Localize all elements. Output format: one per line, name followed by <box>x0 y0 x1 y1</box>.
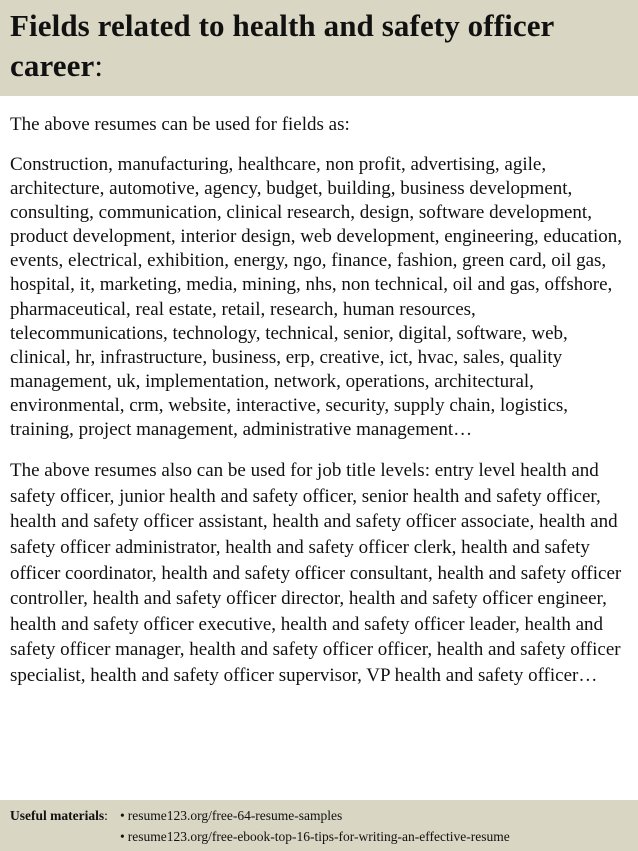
footer-row-1 <box>10 805 628 826</box>
material-link-1-text: resume123.org/free-64-resume-samples <box>127 808 343 823</box>
material-link-2-text: resume123.org/free-ebook-top-16-tips-for-writing-an-effective-resume <box>127 829 510 844</box>
intro-text: The above resumes can be used for fields as: <box>10 114 350 135</box>
page-title-text: Fields related to health and safety officer career <box>10 8 554 83</box>
job-levels-list: The above resumes also can be used for job title levels: entry level health and safety officer, junior health and safety officer, senior health and safety officer, health and safety officer assistant, health and safety officer associate, health and safety officer administrator, health and safety officer clerk, health and safety officer coordinator, health and safety officer consultant, health and safety officer controller, health and safety officer director, health and safety officer engineer, health and safety officer executive, health and safety officer leader, health and safety officer manager, health and safety officer officer, health and safety officer specialist, health and safety officer supervisor, VP health and safety officer… <box>10 460 622 686</box>
page-title <box>10 6 628 86</box>
bullet-icon: • <box>120 808 125 823</box>
useful-materials-label-colon: : <box>104 808 108 823</box>
page-title-colon: : <box>94 48 104 83</box>
useful-materials-label-text: Useful materials <box>10 808 105 823</box>
fields-list: Construction, manufacturing, healthcare, non profit, advertising, agile, architecture, automotive, agency, budget, building, business development, consulting, communication, clinical research, design, software development, product development, interior design, web development, engineering, education, events, electrical, exhibition, energy, ngo, finance, fashion, green card, oil gas, hospital, it, marketing, media, mining, nhs, non technical, oil and gas, offshore, pharmaceutical, real estate, retail, research, human resources, telecommunications, technology, technical, senior, digital, software, web, clinical, hr, infrastructure, business, erp, creative, ict, hvac, sales, quality management, uk, implementation, network, operations, architectural, environmental, crm, website, interactive, security, supply chain, logistics, training, project management, administrative management… <box>10 154 623 441</box>
footer-row-2 <box>10 826 628 847</box>
bullet-icon: • <box>120 829 125 844</box>
useful-materials-footer <box>0 800 638 851</box>
title-band <box>0 0 638 96</box>
useful-materials-label <box>10 805 120 826</box>
footer-label-spacer <box>10 826 120 847</box>
material-link-2[interactable] <box>120 826 510 847</box>
content-body <box>10 113 632 688</box>
material-link-1[interactable] <box>120 805 342 826</box>
